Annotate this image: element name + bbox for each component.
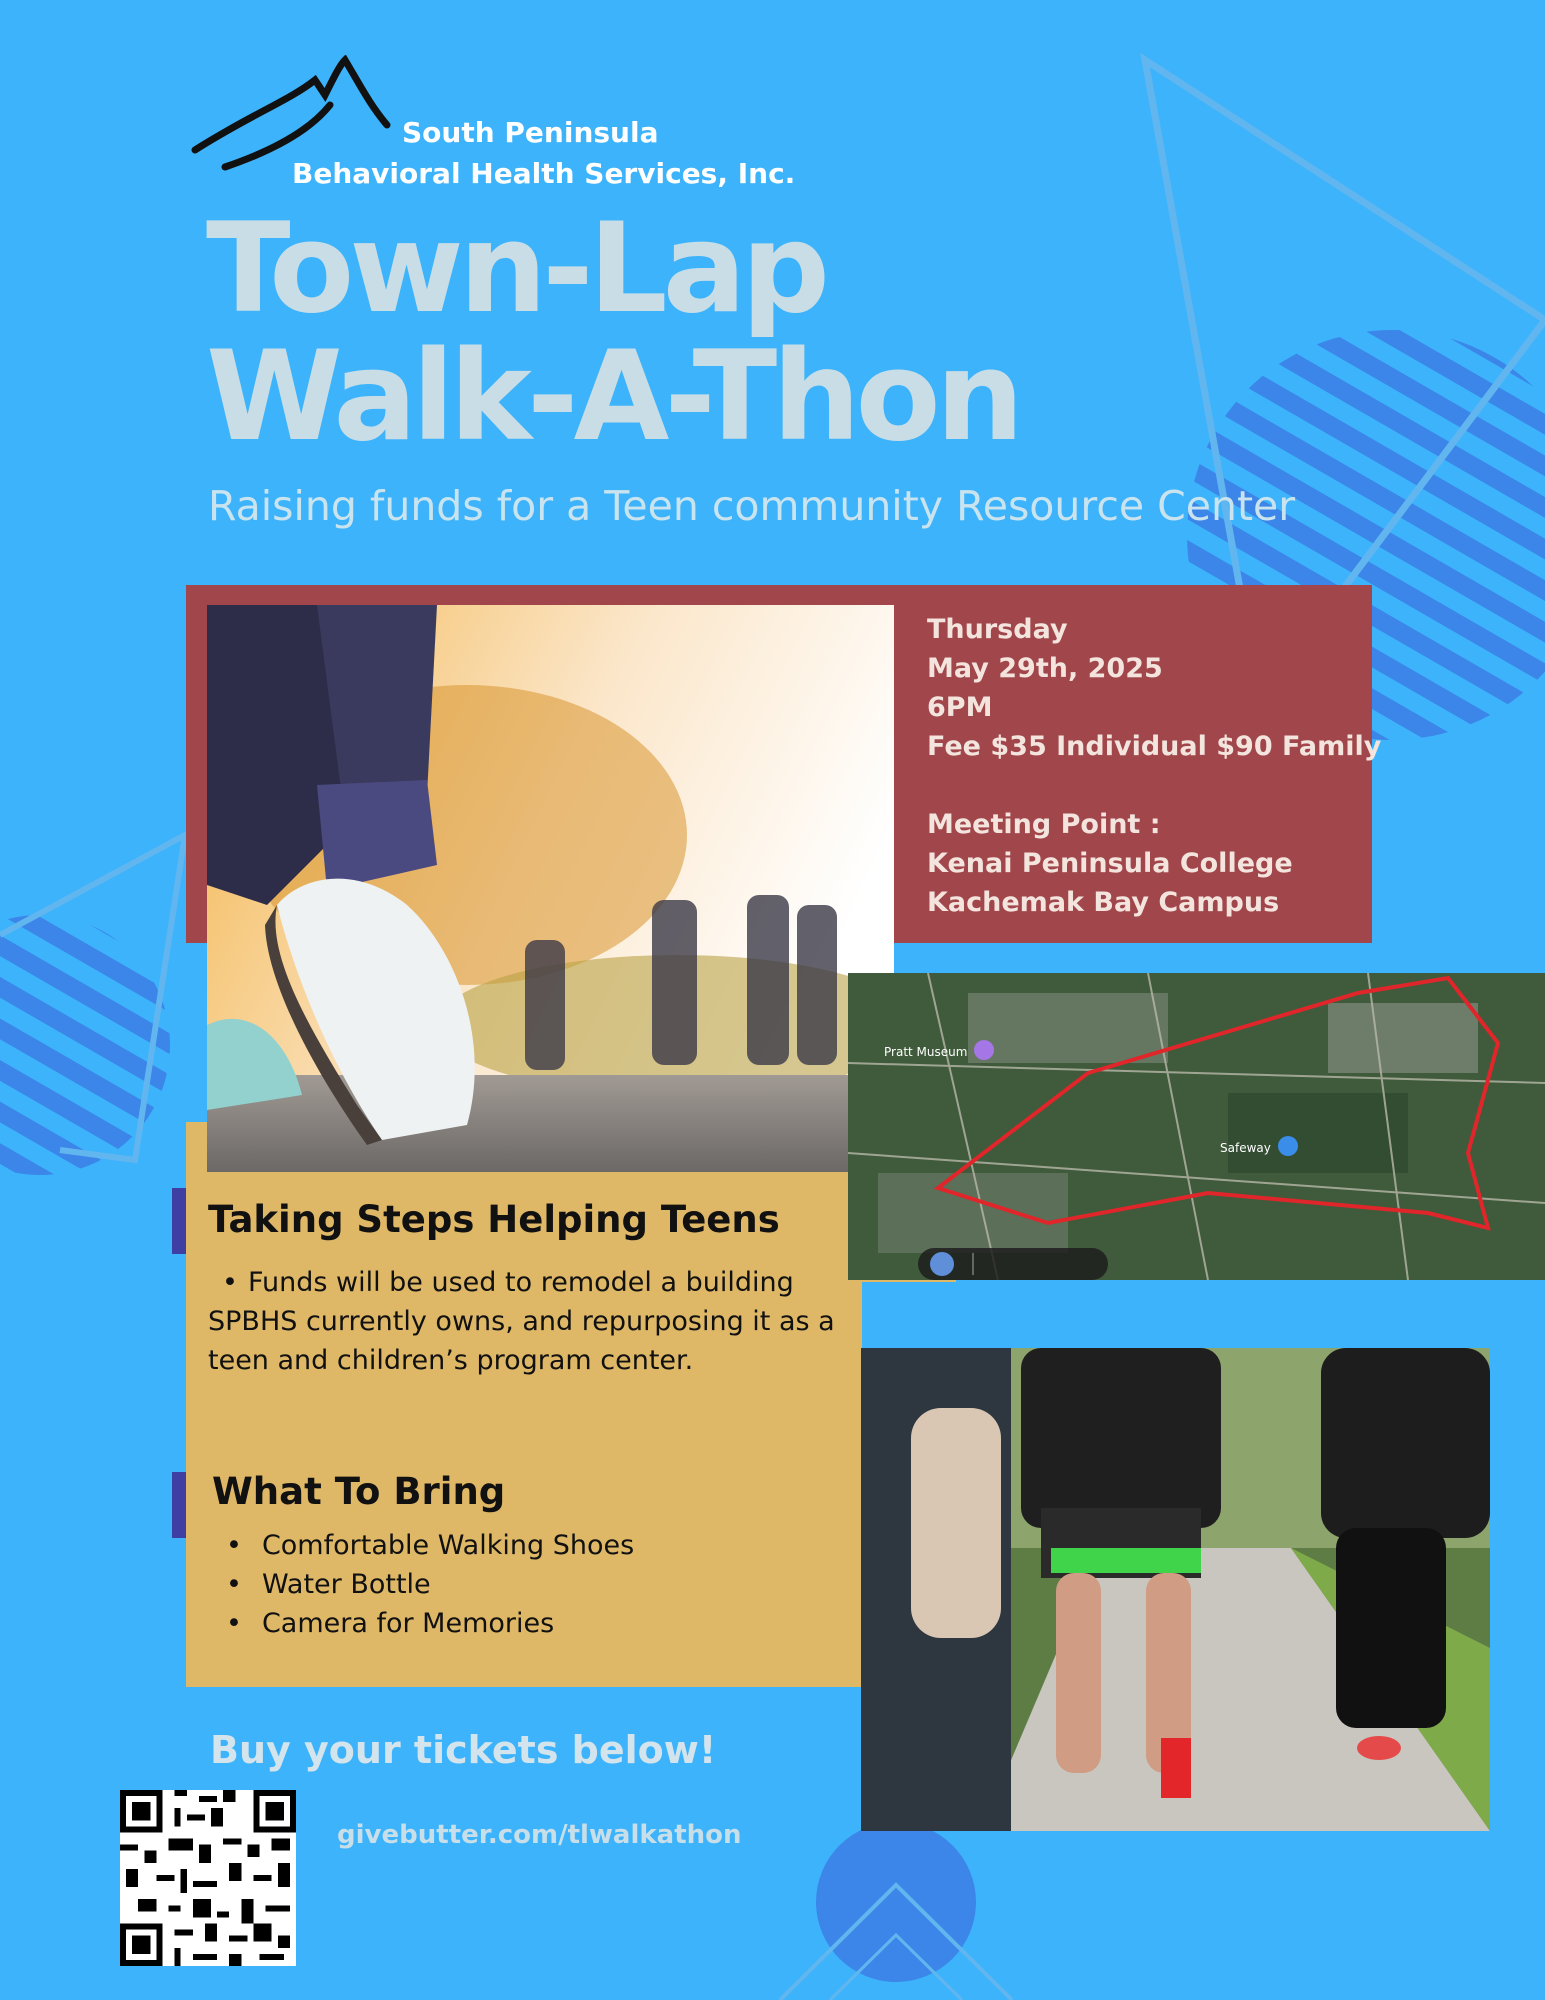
spacer <box>927 766 1381 805</box>
tickets-heading: Buy your tickets below! <box>210 1728 717 1772</box>
qr-code-icon[interactable] <box>120 1790 296 1966</box>
bring-list <box>222 1526 634 1643</box>
meeting-point-label: Meeting Point : <box>927 809 1161 840</box>
steps-heading: Taking Steps Helping Teens <box>208 1198 780 1241</box>
event-title <box>206 197 1106 469</box>
heading-accent-bar <box>172 1188 186 1254</box>
meeting-location-line2: Kachemak Bay Campus <box>927 887 1280 918</box>
tickets-link[interactable]: givebutter.com/tlwalkathon <box>337 1820 742 1850</box>
heading-accent-bar <box>172 1472 186 1538</box>
route-map <box>848 973 1545 1280</box>
bottom-circle <box>816 1822 976 1982</box>
event-day: Thursday <box>927 614 1068 645</box>
steps-line2: SPBHS currently owns, and repurposing it as a <box>208 1306 835 1337</box>
list-item: • Camera for Memories <box>222 1604 634 1643</box>
walking-feet-photo <box>207 605 894 1172</box>
event-time: 6PM <box>927 692 993 723</box>
event-fee: Fee $35 Individual $90 Family <box>927 731 1382 762</box>
steps-line1: Funds will be used to remodel a building <box>247 1267 794 1298</box>
map-label-museum: Pratt Museum <box>884 1045 968 1059</box>
organization-name-line1: South Peninsula <box>402 116 659 149</box>
event-title-line1: Town-Lap <box>206 197 826 341</box>
bring-heading: What To Bring <box>212 1470 506 1513</box>
map-label-store: Safeway <box>1220 1141 1271 1155</box>
event-details-text <box>927 610 1381 922</box>
event-subtitle: Raising funds for a Teen community Resource Center <box>208 482 1296 530</box>
event-title-line2: Walk-A-Thon <box>206 325 1019 469</box>
steps-line3: teen and children’s program center. <box>208 1345 694 1376</box>
steps-description <box>208 1263 858 1380</box>
event-date: May 29th, 2025 <box>927 653 1163 684</box>
organization-name-line2: Behavioral Health Services, Inc. <box>292 157 796 190</box>
group-walking-photo <box>861 1348 1490 1831</box>
bullet: • <box>222 1267 238 1298</box>
list-item: • Water Bottle <box>222 1565 634 1604</box>
list-item: • Comfortable Walking Shoes <box>222 1526 634 1565</box>
meeting-location-line1: Kenai Peninsula College <box>927 848 1293 879</box>
